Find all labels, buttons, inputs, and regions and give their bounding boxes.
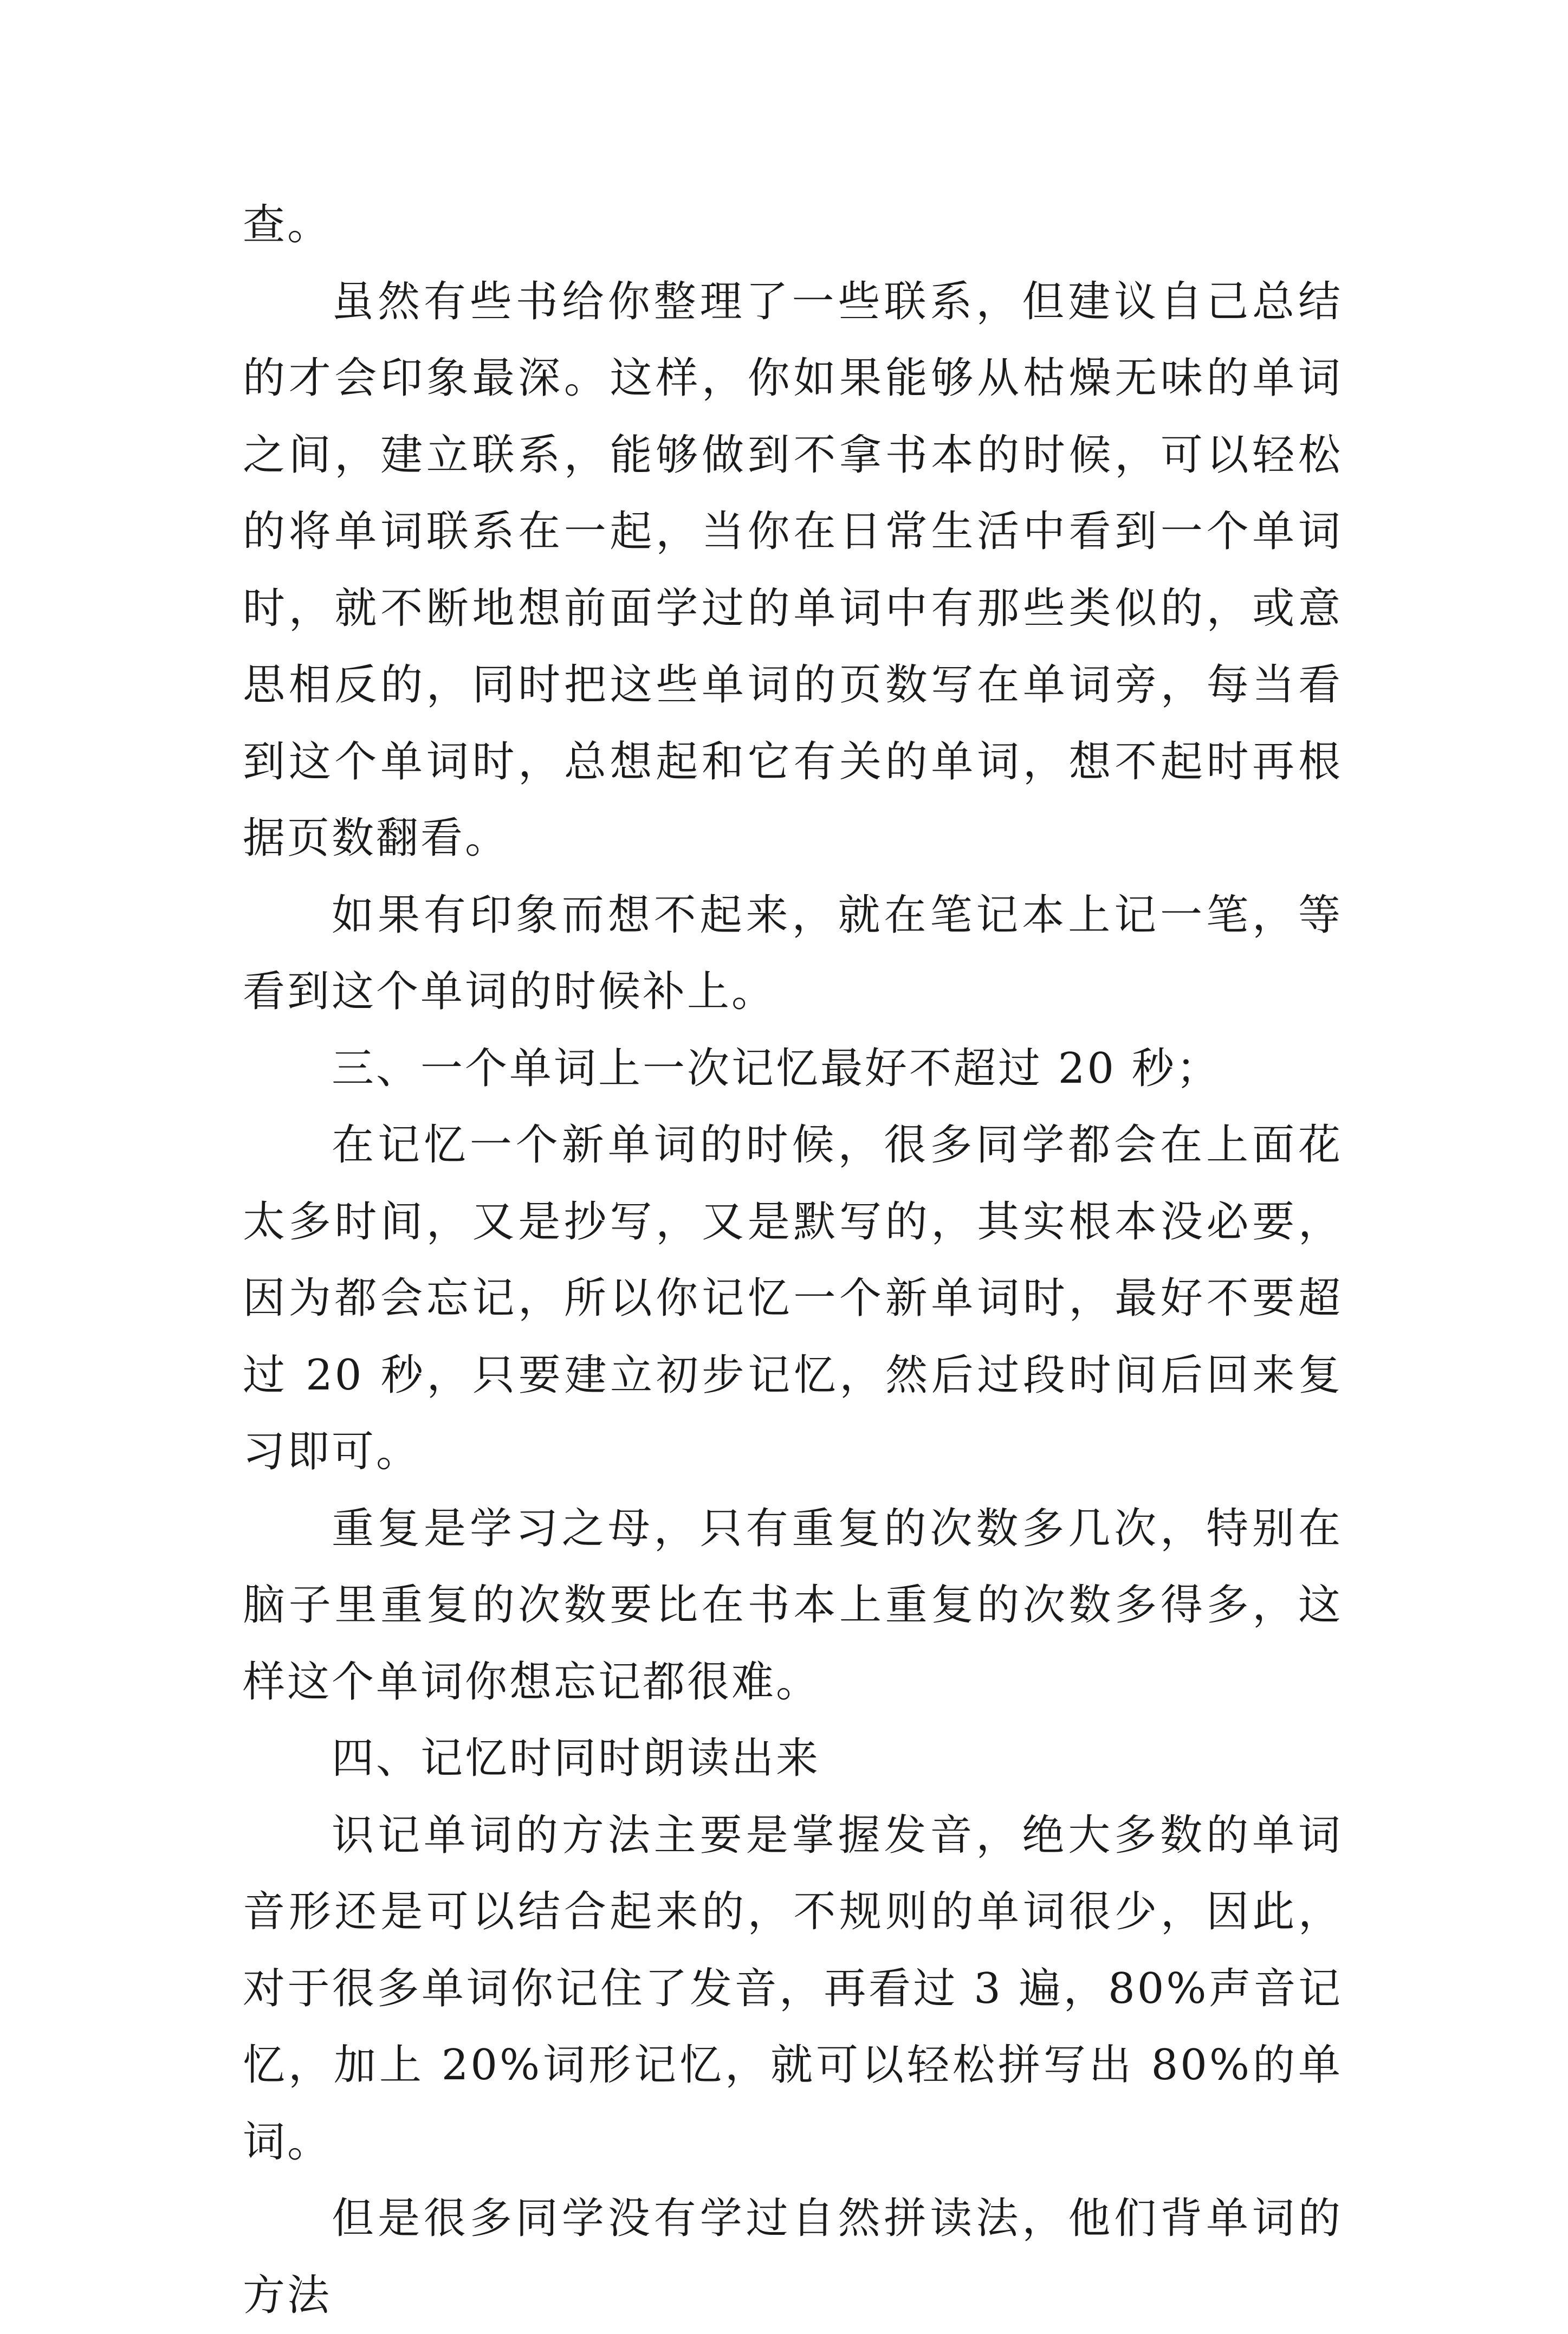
- paragraph-summarize-links: 虽然有些书给你整理了一些联系，但建议自己总结的才会印象最深。这样，你如果能够从枯燥无味的单词之间，建立联系，能够做到不拿书本的时候，可以轻松的将单词联系在一起，当你在日常生活中看到一个单词时，就不断地想前面学过的单词中有那些类似的，或意思相反的，同时把这些单词的页数写在单词旁，每当看到这个单词时，总想起和它有关的单词，想不起时再根据页数翻看。: [243, 277, 1343, 863]
- section-heading-four: 四、记忆时同时朗读出来: [332, 1734, 821, 1783]
- paragraph-phonics: 但是很多同学没有学过自然拼读法，他们背单词的方法: [243, 2194, 1343, 2320]
- paragraph-repetition: 重复是学习之母，只有重复的次数多几次，特别在脑子里重复的次数要比在书本上重复的次数多得多，这样这个单词你想忘记都很难。: [243, 1504, 1343, 1706]
- paragraph-continuation: 查。: [243, 201, 332, 249]
- paragraph-pronunciation: 识记单词的方法主要是掌握发音，绝大多数的单词音形还是可以结合起来的，不规则的单词很少，因此，对于很多单词你记住了发音，再看过 3 遍，80%声音记忆，加上 20%词形记忆，就可以轻松拼写出 80%的单词。: [243, 1811, 1343, 2167]
- paragraph-notebook: 如果有印象而想不起来，就在笔记本上记一笔，等看到这个单词的时候补上。: [243, 890, 1343, 1016]
- paragraph-new-word-time: 在记忆一个新单词的时候，很多同学都会在上面花太多时间，又是抄写，又是默写的，其实根本没必要，因为都会忘记，所以你记忆一个新单词时，最好不要超过 20 秒，只要建立初步记忆，然后过段时间后回来复习即可。: [243, 1121, 1343, 1476]
- document-body: [243, 187, 1343, 2334]
- section-heading-three: 三、一个单词上一次记忆最好不超过 20 秒；: [332, 1044, 1221, 1093]
